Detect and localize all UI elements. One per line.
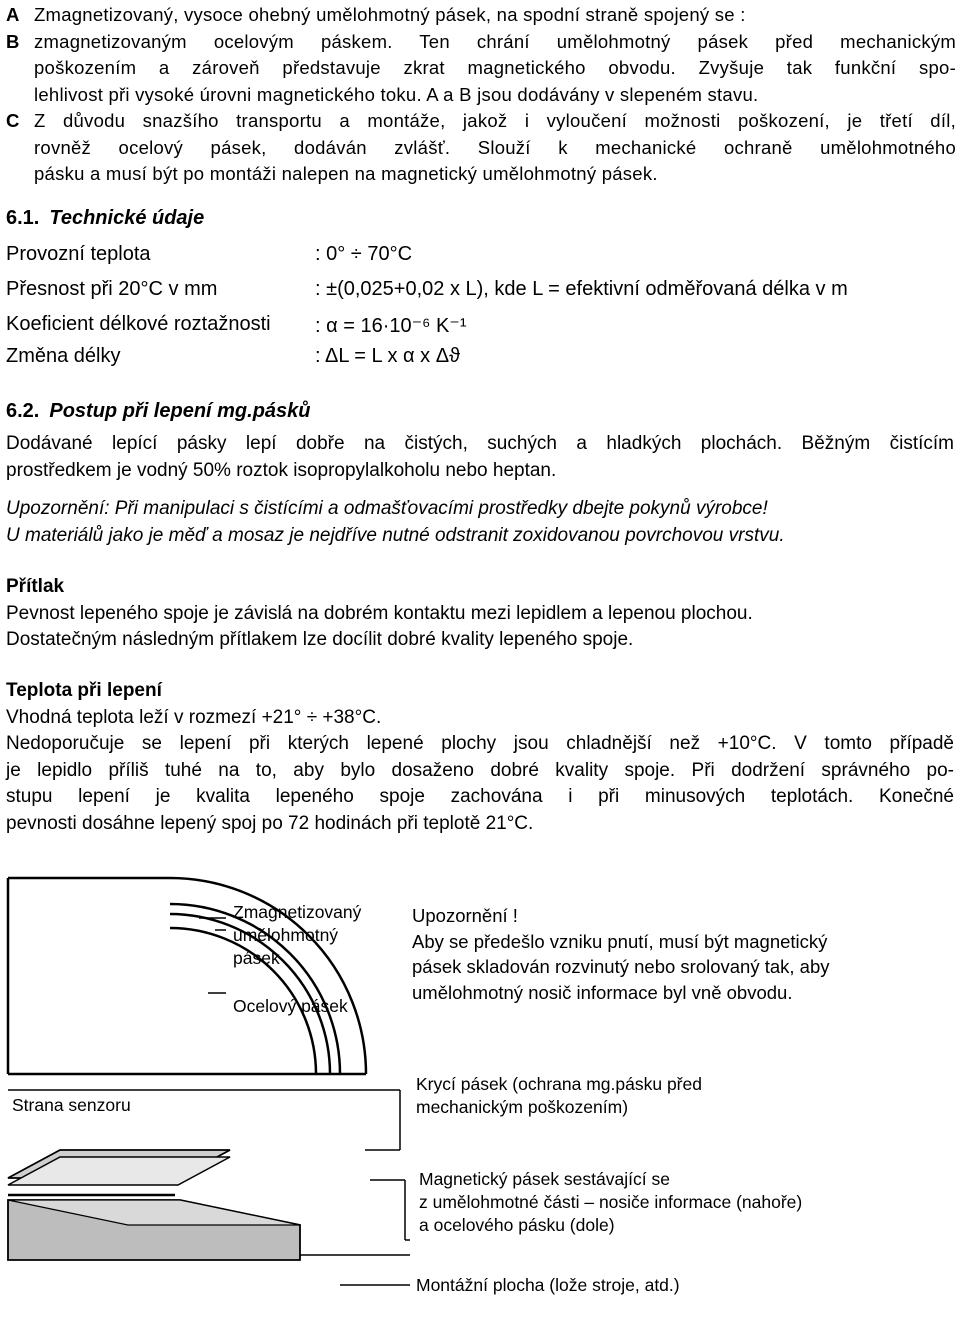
item-b bbox=[6, 29, 956, 56]
text-line: Upozornění: Při manipulaci s čistícími a odmašťovacími prostředky dbejte pokynů výrobce! bbox=[6, 498, 768, 519]
text-line: pevnosti dosáhne lepený spoj po 72 hodinách při teplotě 21°C. bbox=[6, 812, 534, 834]
spec-value: : ΔL = L x α x Δϑ bbox=[315, 345, 461, 367]
cross-section-figure bbox=[8, 1150, 300, 1260]
text-line: z umělohmotné části – nosiče informace (nahoře) bbox=[419, 1192, 803, 1212]
section-number: 6.2. bbox=[6, 400, 40, 422]
text-line: zmagnetizovaným ocelovým páskem. Ten chrání umělohmotný pásek před mechanickým bbox=[34, 30, 956, 52]
text-line: umělohmotný bbox=[233, 925, 339, 945]
text-line: pásek skladován rozvinutý nebo srolovaný tak, aby bbox=[412, 956, 830, 977]
text-line: lehlivost při vysoké úrovni magnetického toku. A a B jsou dodávány v slepeném stavu. bbox=[34, 83, 759, 105]
label-magnetized-tape bbox=[233, 901, 361, 970]
text-line: Magnetický pásek sestávající se bbox=[419, 1169, 670, 1189]
section-title: Technické údaje bbox=[49, 207, 205, 229]
spec-value: : ±(0,025+0,02 x L), kde L = efektivní odměřovaná délka v m bbox=[315, 278, 848, 300]
item-c bbox=[6, 108, 956, 188]
item-letter: C bbox=[6, 110, 20, 131]
item-letter: B bbox=[6, 30, 20, 52]
text-line: rovněž ocelový pásek, dodáván zvlášť. Slouží k mechanické ochraně umělohmotného bbox=[34, 136, 956, 158]
item-letter: A bbox=[6, 4, 20, 25]
text-line: umělohmotný nosič informace byl vně obvodu. bbox=[412, 981, 793, 1003]
item-text: Zmagnetizovaný, vysoce ohebný umělohmotný pásek, na spodní straně spojený se : bbox=[34, 4, 746, 25]
text-line: poškozením a zároveň představuje zkrat magnetického obvodu. Zvyšuje tak funkční spo- bbox=[34, 57, 956, 78]
storage-warning bbox=[412, 903, 830, 1005]
label-mounting-surface: Montážní plocha (lože stroje, atd.) bbox=[416, 1275, 680, 1295]
pressure-section bbox=[6, 574, 954, 654]
text-line: prostředkem je vodný 50% roztok isopropylalkoholu nebo heptan. bbox=[6, 459, 557, 481]
section-heading-procedure bbox=[6, 400, 311, 423]
procedure-paragraph bbox=[6, 431, 954, 484]
spec-label: Provozní teplota bbox=[6, 243, 151, 265]
section-title: Postup při lepení mg.pásků bbox=[49, 400, 311, 422]
spec-label: Přesnost při 20°C v mm bbox=[6, 278, 218, 300]
section-heading-technical-data bbox=[6, 207, 204, 230]
spec-label: Koeficient délkové roztažnosti bbox=[6, 313, 271, 335]
text-line: stupu lepení je kvalita lepeného spoje zachována i při minusových teplotách. Konečné bbox=[6, 786, 954, 807]
item-a bbox=[6, 2, 956, 29]
label-steel-tape: Ocelový pásek bbox=[233, 996, 348, 1016]
text-line: pásku a musí být po montáži nalepen na magnetický umělohmotný pásek. bbox=[34, 163, 658, 184]
temperature-section bbox=[6, 678, 954, 837]
item-text bbox=[34, 29, 956, 56]
text-line: Pevnost lepeného spoje je závislá na dobrém kontaktu mezi lepidlem a lepenou plochou. bbox=[6, 602, 753, 624]
text-line: Krycí pásek (ochrana mg.pásku před bbox=[416, 1074, 702, 1094]
label-sensor-side: Strana senzoru bbox=[12, 1095, 131, 1115]
text-line: Vhodná teplota leží v rozmezí +21° ÷ +38°C. bbox=[6, 706, 382, 728]
text-line: Nedoporučuje se lepení při kterých lepené plochy jsou chladnější než +10°C. V tomto případě bbox=[6, 733, 954, 754]
text-line: Z důvodu snazšího transportu a montáže, jakož i vyloučení možnosti poškození, je třetí díl, bbox=[34, 110, 956, 131]
text-line: Dostatečným následným přítlakem lze docílit dobré kvality lepeného spoje. bbox=[6, 629, 634, 650]
text-line: Dodávané lepící pásky lepí dobře na čistých, suchých a hladkých plochách. Běžným čistícím bbox=[6, 433, 954, 454]
section-number: 6.1. bbox=[6, 207, 40, 229]
spec-label: Změna délky bbox=[6, 345, 121, 367]
spec-value: : 0° ÷ 70°C bbox=[315, 243, 413, 265]
label-magnetic-tape bbox=[419, 1168, 802, 1237]
component-description bbox=[6, 2, 956, 188]
subsection-title: Teplota při lepení bbox=[6, 680, 162, 701]
item-b-cont bbox=[6, 55, 956, 108]
text-line: U materiálů jako je měď a mosaz je nejdříve nutné odstranit zoxidovanou povrchovou vrstvu. bbox=[6, 524, 785, 546]
text-line: mechanickým poškozením) bbox=[416, 1097, 629, 1117]
text-line: Aby se předešlo vzniku pnutí, musí být magnetický bbox=[412, 930, 828, 952]
warning-title: Upozornění ! bbox=[412, 905, 518, 926]
subsection-title: Přítlak bbox=[6, 576, 65, 597]
text-line: pásek bbox=[233, 948, 280, 968]
text-line: Zmagnetizovaný bbox=[233, 902, 362, 922]
text-line: je lepidlo příliš tuhé na to, aby bylo dosaženo dobré kvality spoje. Při dodržení správného po- bbox=[6, 759, 954, 781]
label-cover-tape bbox=[416, 1073, 702, 1119]
spec-value: : α = 16·10⁻⁶ K⁻¹ bbox=[315, 315, 467, 337]
text-line: a ocelového pásku (dole) bbox=[419, 1215, 615, 1235]
warning-paragraph bbox=[6, 496, 954, 549]
